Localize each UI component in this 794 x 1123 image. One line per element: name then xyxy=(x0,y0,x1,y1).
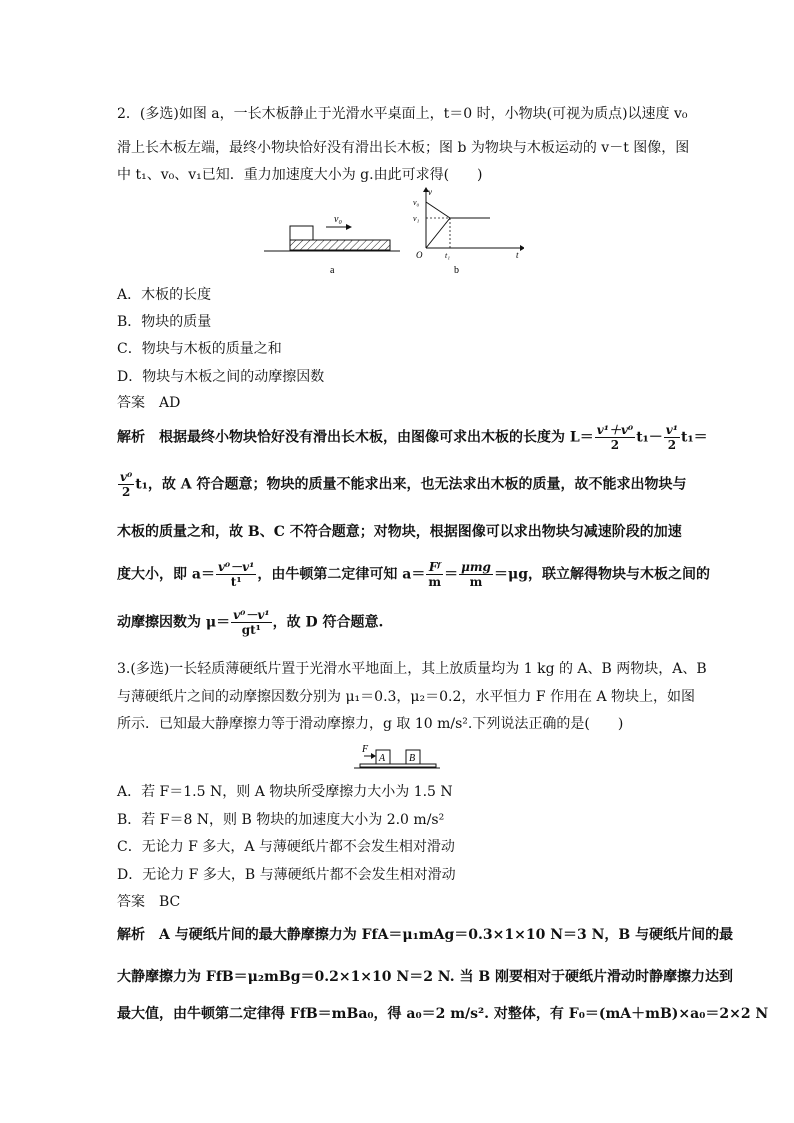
tick-t1: t₁ xyxy=(445,251,451,260)
label-F: F xyxy=(362,744,369,755)
q3-analysis-line-3: 最大值，由牛顿第二定律得 FfB＝mBa₀，得 a₀＝2 m/s². 对整体，有 F₀＝(mA＋mB)×a₀＝2×2 N xyxy=(117,1006,769,1022)
q3-option-d: D．无论力 F 多大，B 与薄硬纸片都不会发生相对滑动 xyxy=(117,867,456,883)
fraction-denominator: t¹ xyxy=(230,575,242,589)
axis-v-label: v xyxy=(428,187,432,197)
q2-option-d: D．物块与木板之间的动摩擦因数 xyxy=(117,369,325,385)
q2-option-c: C．物块与木板的质量之和 xyxy=(117,341,282,357)
q3-stem-line-3: 所示．已知最大静摩擦力等于滑动摩擦力，g 取 10 m/s².下列说法正确的是( ) xyxy=(117,716,624,732)
q3-option-c: C．无论力 F 多大，A 与薄硬纸片都不会发生相对滑动 xyxy=(117,839,455,855)
origin-label: O xyxy=(416,250,423,260)
fraction xyxy=(231,608,271,637)
fraction xyxy=(118,470,134,499)
q2-analysis-text: t₁＝ xyxy=(681,429,708,446)
fraction xyxy=(595,423,635,452)
q3-answer: 答案 BC xyxy=(117,894,181,910)
figure-b-caption: b xyxy=(454,265,459,276)
small-block xyxy=(290,226,313,240)
q2-analysis-text: ＝μg，联立解得物块与木板之间的 xyxy=(493,566,710,583)
q3-stem-line-2: 与薄硬纸片之间的动摩擦因数分别为 μ₁＝0.3，μ₂＝0.2，水平恒力 F 作用在 A 物块上，如图 xyxy=(117,689,696,705)
q2-answer: 答案 AD xyxy=(117,395,181,411)
figure-q3 xyxy=(352,742,442,774)
q2-analysis-text: 度大小，即 a＝ xyxy=(117,566,215,583)
fraction-numerator: v⁰－v¹ xyxy=(233,608,270,622)
q2-stem-line-1: 2．(多选)如图 a，一长木板静止于光滑水平桌面上，t＝0 时，小物块(可视为质点)以速度 v₀ xyxy=(117,106,688,122)
block-line xyxy=(426,202,450,218)
q2-option-a: A．木板的长度 xyxy=(117,287,212,303)
fraction-numerator: v⁰ xyxy=(120,470,133,484)
figure-a-caption: a xyxy=(330,265,335,276)
q3-analysis-line-2: 大静摩擦力为 FfB＝μ₂mBg＝0.2×1×10 N＝2 N. 当 B 刚要相对于硬纸片滑动时静摩擦力达到 xyxy=(117,969,734,985)
force-arrowhead xyxy=(371,753,376,759)
fraction xyxy=(426,560,443,589)
q2-stem-line-2: 滑上长木板左端，最终小物块恰好没有滑出长木板；图 b 为物块与木板运动的 v－t 图像，图 xyxy=(117,140,690,156)
fraction-numerator: Fᶠ xyxy=(426,560,443,575)
fraction-denominator: m xyxy=(469,575,483,589)
q3-option-b: B．若 F＝8 N，则 B 物块的加速度大小为 2.0 m/s² xyxy=(117,812,445,828)
fraction-numerator: μmg xyxy=(461,560,491,574)
label-v0: v₀ xyxy=(334,214,342,225)
q2-analysis-line-3: 木板的质量之和，故 B、C 不符合题意；对物块，根据图像可以求出物块匀减速阶段的加速 xyxy=(117,524,682,540)
fraction-numerator: v¹ xyxy=(665,423,679,437)
q2-analysis-line-5 xyxy=(117,608,383,637)
figure-b-vt-graph xyxy=(412,186,524,278)
fraction-numerator: v¹＋v⁰ xyxy=(596,423,634,437)
fraction-denominator: 2 xyxy=(610,438,620,452)
q2-analysis-line-1 xyxy=(117,423,708,452)
figure-a xyxy=(262,210,402,278)
fraction-denominator: 2 xyxy=(667,438,677,452)
fraction xyxy=(216,560,256,589)
q2-analysis-text: 动摩擦因数为 μ＝ xyxy=(117,614,231,631)
q2-analysis-text: ，故 D 符合题意. xyxy=(272,614,384,631)
q2-option-b: B．物块的质量 xyxy=(117,314,212,330)
fraction xyxy=(664,423,680,452)
q2-analysis-text: 解析 根据最终小物块恰好没有滑出长木板，由图像可求出木板的长度为 L＝ xyxy=(117,429,594,446)
q3-stem-line-1: 3.(多选)一长轻质薄硬纸片置于光滑水平地面上，其上放质量均为 1 kg 的 A、B 两物块，A、B xyxy=(117,661,707,677)
paper-sheet xyxy=(360,764,436,767)
q2-stem-line-3: 中 t₁、v₀、v₁已知．重力加速度大小为 g.由此可求得( ) xyxy=(117,167,483,183)
q3-analysis-line-1: 解析 A 与硬纸片间的最大静摩擦力为 FfA＝μ₁mAg＝0.3×1×10 N＝3 N，B 与硬纸片间的最 xyxy=(117,927,734,943)
fraction-numerator: v⁰－v¹ xyxy=(217,560,255,574)
q2-analysis-text: ＝ xyxy=(444,566,459,583)
axis-t-label: t xyxy=(516,250,519,260)
label-A: A xyxy=(379,753,386,764)
fraction xyxy=(459,560,493,589)
q2-analysis-line-4 xyxy=(117,560,710,589)
t-axis-arrow xyxy=(520,245,524,251)
board-line xyxy=(426,218,450,248)
fraction-denominator: 2 xyxy=(121,485,131,499)
q2-analysis-text: ，由牛顿第二定律可知 a＝ xyxy=(257,566,426,583)
label-B: B xyxy=(409,753,416,764)
fraction-denominator: m xyxy=(428,575,442,589)
tick-v0: v₀ xyxy=(413,198,420,207)
q2-analysis-text: t₁，故 A 符合题意；物块的质量不能求出来，也无法求出木板的质量，故不能求出物块与 xyxy=(135,476,687,493)
q2-analysis-text: t₁－ xyxy=(636,429,663,446)
long-board xyxy=(290,240,390,250)
q2-analysis-line-2 xyxy=(117,470,686,499)
tick-v1: v₁ xyxy=(413,214,420,223)
velocity-arrowhead xyxy=(346,224,352,230)
fraction-denominator: gt¹ xyxy=(241,623,261,637)
q3-option-a: A．若 F＝1.5 N，则 A 物块所受摩擦力大小为 1.5 N xyxy=(117,784,453,800)
